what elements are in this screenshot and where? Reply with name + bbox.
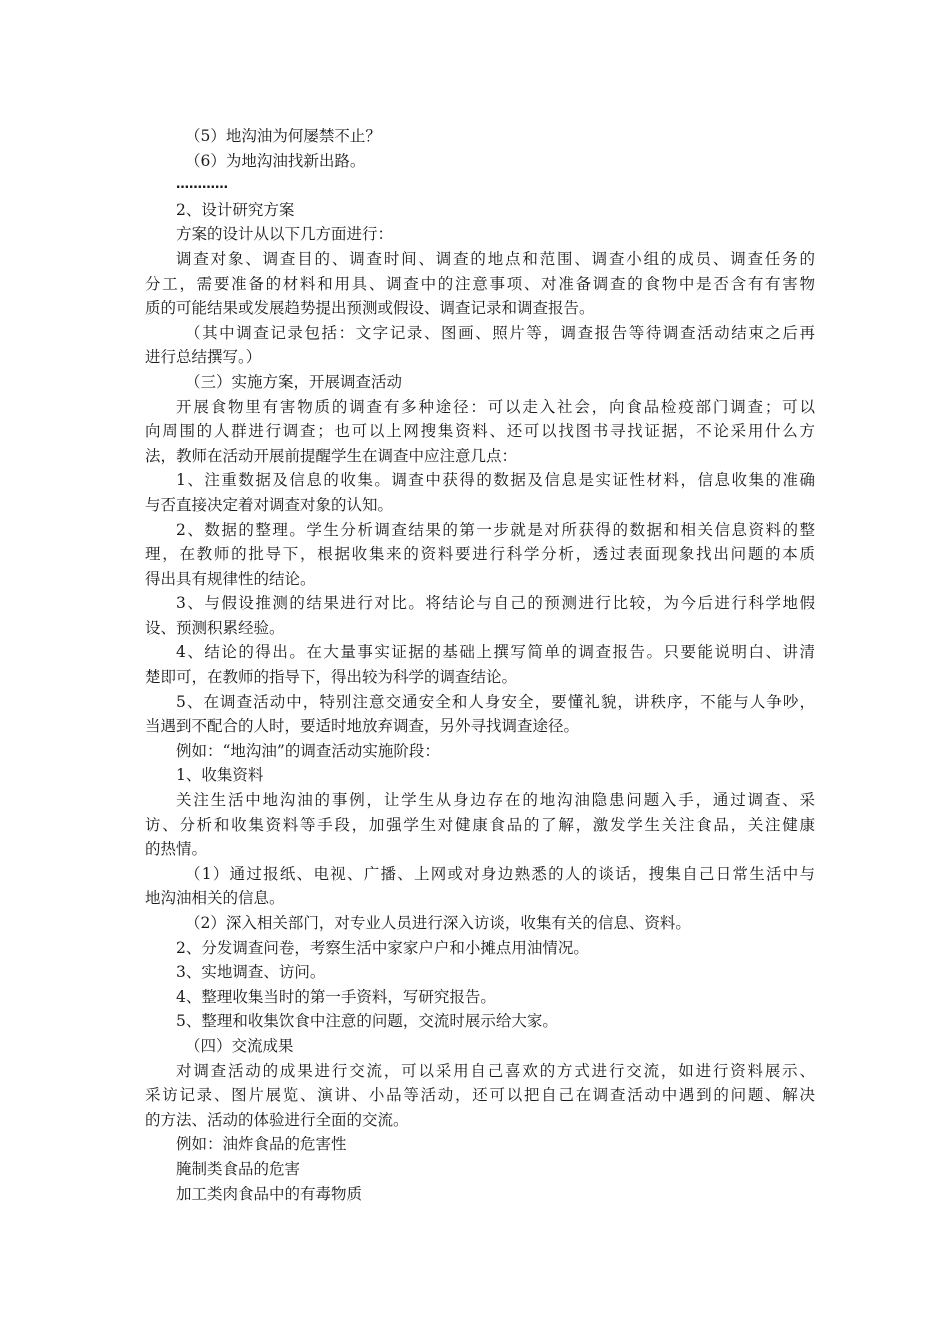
paragraph-line: 5、在调查活动中，特别注意交通安全和人身安全，要懂礼貌，讲秩序，不能与人争吵， <box>176 692 815 711</box>
section-heading: （三）实施方案，开展调查活动 <box>185 372 403 391</box>
paragraph-line: 调查对象、调查目的、调查时间、调查的地点和范围、调查小组的成员、调查任务的 <box>176 249 815 268</box>
paragraph-line: 5、整理和收集饮食中注意的问题，交流时展示给大家。 <box>176 1012 558 1031</box>
paragraph-line: 3、与假设推测的结果进行对比。将结论与自己的预测进行比较，为今后进行科学地假 <box>176 594 815 613</box>
paragraph-line: 加工类肉食品中的有毒物质 <box>176 1184 363 1203</box>
paragraph-line: 2、数据的整理。学生分析调查结果的第一步就是对所获得的数据和相关信息资料的整 <box>176 520 815 539</box>
paragraph-line: 分工，需要准备的材料和用具、调查中的注意事项、对准备调查的食物中是否含有有害物 <box>145 274 815 293</box>
paragraph-line: 开展食物里有害物质的调查有多种途径：可以走入社会，向食品检疫部门调查；可以 <box>176 397 815 416</box>
paragraph-line: （1）通过报纸、电视、广播、上网或对身边熟悉的人的谈话，搜集自己日常生活中与 <box>185 864 815 883</box>
paragraph-line: 例如：油炸食品的危害性 <box>176 1135 347 1154</box>
paragraph-line: 向周围的人群进行调查；也可以上网搜集资料、还可以找图书寻找证据，不论采用什么方 <box>145 422 815 441</box>
paragraph-line: 4、结论的得出。在大量事实证据的基础上撰写简单的调查报告。只要能说明白、讲清 <box>176 643 815 662</box>
paragraph-line: 的热情。 <box>145 840 208 859</box>
paragraph-line: 3、实地调查、访问。 <box>176 963 326 982</box>
section-heading: （四）交流成果 <box>185 1036 294 1055</box>
document-page <box>145 124 815 1206</box>
paragraph-line: 关注生活中地沟油的事例，让学生从身边存在的地沟油隐患问题入手，通过调查、采 <box>176 791 815 810</box>
paragraph-line: 访、分析和收集资料等手段，加强学生对健康食品的了解，激发学生关注食品，关注健康 <box>145 815 815 834</box>
paragraph-line: 1、注重数据及信息的收集。调查中获得的数据及信息是实证性材料，信息收集的准确 <box>176 471 815 490</box>
paragraph-line: 对调查活动的成果进行交流，可以采用自己喜欢的方式进行交流，如进行资料展示、 <box>176 1061 815 1080</box>
paragraph-line: 法，教师在活动开展前提醒学生在调查中应注意几点： <box>145 446 518 465</box>
paragraph-line: （其中调查记录包括：文字记录、图画、照片等，调查报告等待调查活动结束之后再 <box>185 323 815 342</box>
paragraph-line: 4、整理收集当时的第一手资料，写研究报告。 <box>176 987 496 1006</box>
list-item: （5）地沟油为何屡禁不止？ <box>185 127 381 145</box>
paragraph-line: 腌制类食品的危害 <box>176 1159 301 1178</box>
paragraph-line: 的方法、活动的体验进行全面的交流。 <box>145 1110 409 1129</box>
paragraph-line: 例如：“地沟油”的调查活动实施阶段： <box>176 741 440 760</box>
list-item: （6）为地沟油找新出路。 <box>185 151 366 170</box>
paragraph-line: 进行总结撰写。） <box>145 348 262 367</box>
paragraph-line: 地沟油相关的信息。 <box>145 889 285 908</box>
paragraph-line: 得出具有规律性的结论。 <box>145 569 316 588</box>
ellipsis: ………… <box>176 177 228 193</box>
paragraph-line: 质的可能结果或发展趋势提出预测或假设、调查记录和调查报告。 <box>145 299 595 318</box>
paragraph-line: 设、预测积累经验。 <box>145 618 285 637</box>
paragraph-line: 采访记录、图片展览、演讲、小品等活动，还可以把自己在调查活动中遇到的问题、解决 <box>145 1086 815 1105</box>
section-heading: 2、设计研究方案 <box>176 200 295 219</box>
section-heading: 1、收集资料 <box>176 766 264 785</box>
paragraph: 方案的设计从以下几方面进行： <box>176 225 394 244</box>
paragraph-line: 楚即可，在教师的指导下，得出较为科学的调查结论。 <box>145 668 518 687</box>
paragraph-line: 理，在教师的批导下，根据收集来的资料要进行科学分析，透过表面现象找出问题的本质 <box>145 545 815 564</box>
paragraph-line: 当遇到不配合的人时，要适时地放弃调查，另外寻找调查途径。 <box>145 717 580 736</box>
paragraph-line: （2）深入相关部门，对专业人员进行深入访谈，收集有关的信息、资料。 <box>185 914 691 932</box>
paragraph-line: 2、分发调查问卷，考察生活中家家户户和小摊点用油情况。 <box>176 938 589 957</box>
paragraph-line: 与否直接决定着对调查对象的认知。 <box>145 495 394 514</box>
